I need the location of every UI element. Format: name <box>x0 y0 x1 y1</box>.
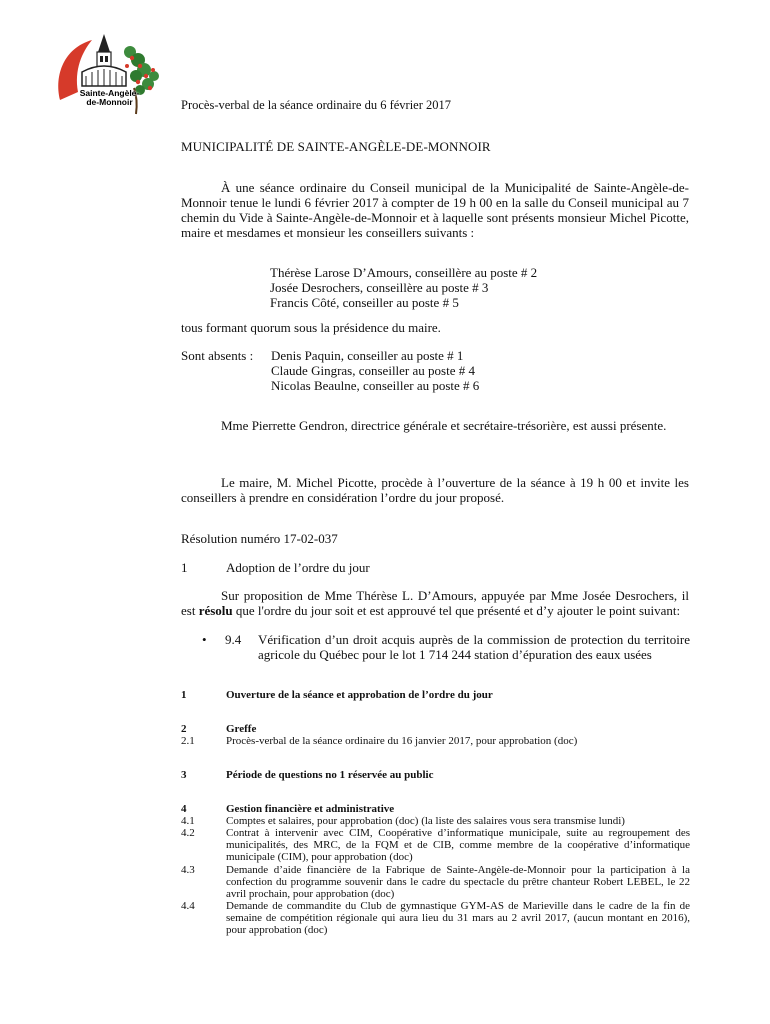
logo-line1: Sainte-Angèle- <box>79 88 140 98</box>
absent-label: Sont absents : <box>181 348 254 363</box>
proposal-paragraph <box>181 588 689 618</box>
agenda-item-text: Ouverture de la séance et approbation de l’ordre du jour <box>226 689 493 701</box>
present-member: Thérèse Larose D’Amours, conseillère au poste # 2 <box>270 265 538 280</box>
logo-text <box>67 89 152 107</box>
absent-list <box>271 348 479 393</box>
agenda-item-number: 3 <box>181 769 187 781</box>
document-header: Procès-verbal de la séance ordinaire du 6 février 2017 <box>181 98 452 112</box>
agenda-item-text: Procès-verbal de la séance ordinaire du 16 janvier 2017, pour approbation (doc) <box>226 735 578 747</box>
proposal-resolu: résolu <box>198 603 233 618</box>
agenda-item-number: 4 <box>181 803 187 815</box>
agenda-item-number: 4.4 <box>181 900 195 912</box>
dg-text: Mme Pierrette Gendron, directrice générale et secrétaire-trésorière, est aussi présente. <box>221 418 667 433</box>
opening-text: Le maire, M. Michel Picotte, procède à l’ouverture de la séance à 19 h 00 et invite les conseillers à prendre en considération l’ordre du jour proposé. <box>181 475 689 505</box>
agenda-item-text: Demande d’aide financière de la Fabrique de Sainte-Angèle-de-Monnoir pour la participation à la confection du programme souvenir dans le cadre du spectacle du prêtre chanteur Robert LEBEL, le 22 avril prochain, pour approbation (doc) <box>226 864 690 900</box>
absent-member: Nicolas Beaulne, conseiller au poste # 6 <box>271 378 480 393</box>
agenda-item-text: Comptes et salaires, pour approbation (doc) (la liste des salaires vous sera transmise lundi) <box>226 815 625 827</box>
present-list <box>270 265 537 310</box>
agenda-item-number: 2.1 <box>181 735 195 747</box>
municipality-logo <box>52 30 174 116</box>
resolution-number: Résolution numéro 17-02-037 <box>181 531 338 546</box>
agenda-item-text: Demande de commandite du Club de gymnastique GYM-AS de Marieville dans le cadre de la fin de semaine de compétition régionale qui aura lieu du 31 mars au 2 avril 2017, (aucun montant en 2016), pour approbation (doc) <box>226 900 690 936</box>
present-member: Francis Côté, conseiller au poste # 5 <box>270 295 459 310</box>
intro-text: À une séance ordinaire du Conseil municipal de la Municipalité de Sainte-Angèle-de-Monnoir tenue le lundi 6 février 2017 à compter de 19 h 00 en la salle du Conseil municipal au 7 chemin du Vide à Sainte-Angèle-de-Monnoir et à laquelle sont présents monsieur Michel Picotte, maire et mesdames et monsieur les conseillers suivants : <box>181 180 689 240</box>
absent-member: Claude Gingras, conseiller au poste # 4 <box>271 363 475 378</box>
agenda-item-text: Période de questions no 1 réservée au public <box>226 769 434 781</box>
bullet-text: Vérification d’un droit acquis auprès de la commission de protection du territoire agricole du Québec pour le lot 1 714 244 station d’épuration des eaux usées <box>258 632 690 662</box>
agenda-item-number: 2 <box>181 723 187 735</box>
agenda-item-number: 4.3 <box>181 864 195 876</box>
agenda-item-text: Gestion financière et administrative <box>226 803 395 815</box>
agenda-item-text: Contrat à intervenir avec CIM, Coopérative d’informatique municipale, suite au regroupement des municipalités, des MRC, de la FQM et de CIB, comme membre de la coopérative d’informatique municipale (CIM), pour approbation (doc) <box>226 827 690 863</box>
present-member: Josée Desrochers, conseillère au poste # 3 <box>270 280 489 295</box>
proposal-text-after: que l'ordre du jour soit et est approuvé tel que présenté et d’y ajouter le point suivant: <box>232 603 681 618</box>
agenda-item-number: 4.2 <box>181 827 195 839</box>
bullet-number: 9.4 <box>225 632 242 647</box>
section-number: 1 <box>181 560 188 575</box>
section-title: Adoption de l’ordre du jour <box>226 560 370 575</box>
proposal-text-before: Sur proposition de Mme Thérèse L. D’Amours, appuyée par Mme Josée Desrochers, il est <box>181 588 689 618</box>
dg-paragraph <box>181 418 689 433</box>
opening-paragraph <box>181 475 689 505</box>
agenda-item-number: 4.1 <box>181 815 195 827</box>
agenda-item-text: Greffe <box>226 723 257 735</box>
municipality-title: MUNICIPALITÉ DE SAINTE-ANGÈLE-DE-MONNOIR <box>181 139 491 154</box>
intro-paragraph <box>181 180 689 240</box>
agenda-item-number: 1 <box>181 689 187 701</box>
logo-line2: de-Monnoir <box>86 97 133 107</box>
quorum-text: tous formant quorum sous la présidence du maire. <box>181 320 441 335</box>
bullet-icon: • <box>202 632 207 647</box>
absent-member: Denis Paquin, conseiller au poste # 1 <box>271 348 464 363</box>
